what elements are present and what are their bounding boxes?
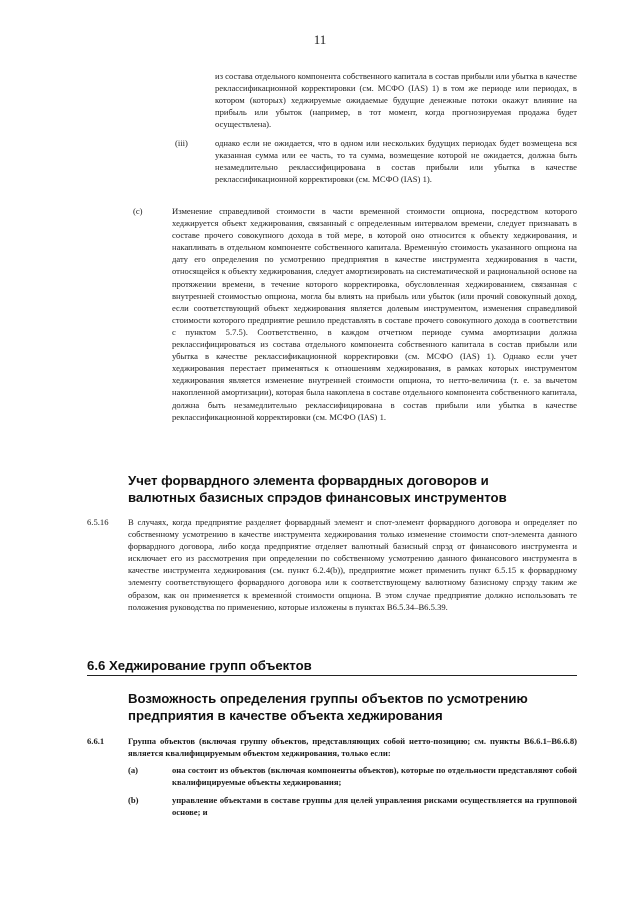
section-rule: [87, 675, 577, 676]
para-6-6-1-number: 6.6.1: [87, 736, 105, 746]
para-6-6-1-text: Группа объектов (включая группу объектов, представляющих собой нетто-позицию; см. пункты B6.6.1–B6.6.8) является квалифицируемым объектом хеджирования, только если:: [128, 736, 577, 759]
section-6-6-title: 6.6 Хеджирование групп объектов: [87, 658, 312, 673]
item-c-marker: (c): [133, 206, 143, 216]
heading-forward-element: Учет форвардного элемента форвардных договоров и валютных базисных спрэдов финансовых инструментов: [128, 473, 507, 505]
para-6-5-16-number: 6.5.16: [87, 517, 109, 527]
continuation-paragraph: из состава отдельного компонента собственного капитала в состав прибыли или убытка в качестве реклассификационной корректировки (см. МСФО (IAS) 1) в том же периоде или периодах, в котором (которых) хеджируемые ожидаемые будущие денежные потоки окажут влияние на прибыль или убыток (например, в тот момент, когда прогнозируемая продажа будет осуществлена).: [215, 71, 577, 130]
heading-group-of-items: Возможность определения группы объектов по усмотрению предприятия в качестве объекта хеджирования: [128, 691, 528, 723]
item-b-marker: (b): [128, 795, 139, 805]
item-iii-marker: (iii): [175, 138, 188, 148]
item-a-text: она состоит из объектов (включая компоненты объектов), которые по отдельности представляют собой квалифицируемые объекты хеджирования;: [172, 765, 577, 788]
item-a-marker: (a): [128, 765, 139, 775]
page-number: 11: [313, 32, 327, 47]
item-b-text: управление объектами в составе группы для целей управления рисками осуществляется на групповой основе; и: [172, 795, 577, 818]
para-6-5-16-text: В случаях, когда предприятие разделяет форвардный элемент и спот-элемент форвардного договора и определяет по собственному усмотрению в качестве инструмента хеджирования только изменение стоимости спот-элемента данного форвардного договора, либо когда предприятие отделяет валютный базисный спрэд от финансового инструмента и исключает его из рассмотрения при определении по собственному усмотрению данного финансового инструмента в качестве инструмента хеджирования (см. пункт 6.2.4(b)), предприятие может применить пункт 6.5.15 к форвардному элементу соответствующего форвардного договора или к соответствующему валютному базисному спрэду таким же образом, как он применяется к временно́й стоимости опциона. В этом случае предприятие должно использовать те положения руководства по применению, которые изложены в пунктах B6.5.34–B6.5.39.: [128, 517, 577, 612]
item-c-text: Изменение справедливой стоимости в части временной стоимости опциона, посредством которого хеджируется объект хеджирования, связанный с определенным интервалом времени, следует признавать в составе прочего совокупного дохода в той мере, в которой оно относится к объекту хеджирования, и накапливать в отдельном компоненте собственного капитала. Временну́ю стоимость указанного опциона на дату его определения по усмотрению предприятия в качестве инструмента хеджирования в части, относящейся к объекту хеджирования, следует амортизировать на систематической и рациональной основе на протяжении времени, в течение которого корректировка, обусловленная хеджированием, связанная с внутренней стоимостью опциона, могла бы влиять на прибыль или убыток (или прочий совокупный доход, если соответствующий объект хеджирования является долевым инструментом, изменения справедливой стоимости которого предприятие решило представлять в составе прочего совокупного дохода в соответствии с пунктом 5.7.5). Соответственно, в каждом отчетном периоде сумма амортизации должна реклассифицироваться из состава отдельного компонента собственного капитала в состав прибыли или убытка в качестве реклассификационной корректировки (см. МСФО (IAS) 1). Однако если учет хеджирования перестает применяться к отношениям хеджирования, в рамках которых инструментом хеджирования является изменение внутренней стоимости опциона, то нетто-величина (т. е. за вычетом накопленной амортизации), которая была накоплена в составе отдельного компонента собственного капитала, должна быть незамедлительно реклассифицирована в состав прибыли или убытка в качестве реклассификационной корректировки (см. МСФО (IAS) 1.: [172, 206, 577, 422]
item-iii-text: однако если не ожидается, что в одном или нескольких будущих периодах будет возмещена вся указанная сумма или ее часть, то та сумма, возмещение которой не ожидается, должна быть незамедлительно реклассифицирована в состав прибыли или убытка в качестве реклассификационной корректировки (см. МСФО (IAS) 1).: [215, 138, 577, 185]
